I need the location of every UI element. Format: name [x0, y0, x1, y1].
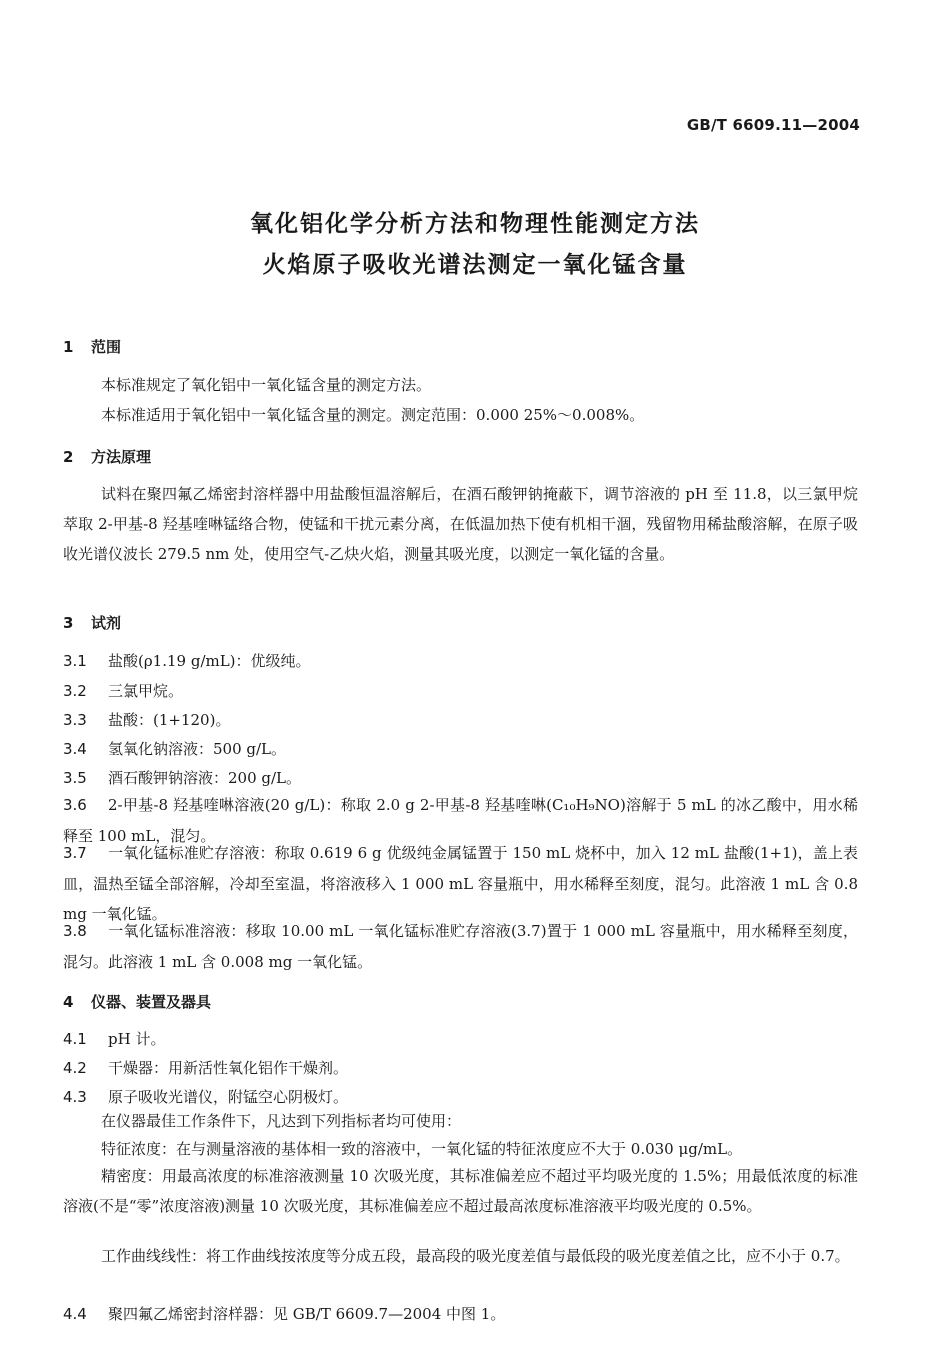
item-text: pH 计。: [108, 1030, 166, 1048]
item-text: 原子吸收光谱仪，附锰空心阴极灯。: [108, 1088, 349, 1106]
item-number: 3.2: [63, 682, 87, 700]
item-number: 3.5: [63, 769, 87, 787]
reagent-item: [63, 646, 858, 677]
item-number: 4.3: [63, 1088, 87, 1106]
item-text: 氢氧化钠溶液：500 g/L。: [108, 740, 287, 758]
item-text: 聚四氟乙烯密封溶样器：见 GB/T 6609.7—2004 中图 1。: [108, 1305, 506, 1323]
item-number: 4.4: [63, 1305, 87, 1323]
section-number: 3: [63, 614, 74, 632]
item-number: 3.6: [63, 796, 87, 814]
section-2-heading: [63, 446, 151, 467]
standard-code: GB/T 6609.11—2004: [686, 116, 860, 134]
item-text: 三氯甲烷。: [108, 682, 184, 700]
condition-paragraph: 在仪器最佳工作条件下，凡达到下列指标者均可使用：: [101, 1112, 462, 1130]
title-line-1: 氧化铝化学分析方法和物理性能测定方法: [250, 211, 700, 237]
item-number: 3.1: [63, 652, 87, 670]
section-1-heading: [63, 336, 121, 357]
section-3-heading: [63, 612, 121, 633]
section-4-heading: [63, 991, 211, 1012]
section-2-paragraph: 试料在聚四氟乙烯密封溶样器中用盐酸恒温溶解后，在酒石酸钾钠掩蔽下，调节溶液的 pH 至 11.8，以三氯甲烷萃取 2-甲基-8 羟基喹啉锰络合物，使锰和干扰元素分离，在低温加热下使有机相干涸，残留物用稀盐酸溶解，在原子吸收光谱仪波长 279.5 nm 处，使用空气-乙炔火焰，测量其吸光度，以测定一氧化锰的含量。: [63, 485, 858, 563]
reagent-item: [63, 734, 858, 765]
apparatus-item: [63, 1299, 858, 1330]
section-title: 方法原理: [91, 448, 152, 466]
item-text: 2-甲基-8 羟基喹啉溶液(20 g/L)：称取 2.0 g 2-甲基-8 羟基喹啉(C₁₀H₉NO)溶解于 5 mL 的冰乙酸中，用水稀释至 100 mL，混匀。: [63, 796, 858, 845]
apparatus-item: [63, 1024, 858, 1055]
section-1-paragraph-2: 本标准适用于氧化铝中一氧化锰含量的测定。测定范围：0.000 25%～0.008%。: [101, 406, 645, 424]
item-number: 4.1: [63, 1030, 87, 1048]
item-text: 酒石酸钾钠溶液：200 g/L。: [108, 769, 302, 787]
item-number: 3.8: [63, 922, 87, 940]
item-number: 3.7: [63, 844, 87, 862]
item-text: 干燥器：用新活性氧化铝作干燥剂。: [108, 1059, 349, 1077]
item-number: 4.2: [63, 1059, 87, 1077]
section-1-paragraph-1: 本标准规定了氧化铝中一氧化锰含量的测定方法。: [101, 376, 432, 394]
item-text: 盐酸：(1+120)。: [108, 711, 231, 729]
item-number: 3.3: [63, 711, 87, 729]
section-title: 范围: [91, 338, 122, 356]
reagent-item: [63, 916, 858, 977]
precision-paragraph: 精密度：用最高浓度的标准溶液测量 10 次吸光度，其标准偏差应不超过平均吸光度的 1.5%；用最低浓度的标准溶液(不是“零”浓度溶液)测量 10 次吸光度，其标准偏差应不超过最高浓度标准溶液平均吸光度的 0.5%。: [63, 1167, 858, 1215]
reagent-item: [63, 763, 858, 794]
section-title: 仪器、装置及器具: [91, 993, 212, 1011]
item-number: 3.4: [63, 740, 87, 758]
item-text: 一氧化锰标准溶液：移取 10.00 mL 一氧化锰标准贮存溶液(3.7)置于 1 000 mL 容量瓶中，用水稀释至刻度，混匀。此溶液 1 mL 含 0.008 mg 一氧化锰。: [63, 922, 858, 971]
section-number: 1: [63, 338, 74, 356]
reagent-item: [63, 705, 858, 736]
section-number: 2: [63, 448, 74, 466]
section-number: 4: [63, 993, 74, 1011]
item-text: 一氧化锰标准贮存溶液：称取 0.619 6 g 优级纯金属锰置于 150 mL 烧杯中，加入 12 mL 盐酸(1+1)，盖上表皿，温热至锰全部溶解，冷却至室温，将溶液移入 1 000 mL 容量瓶中，用水稀释至刻度，混匀。此溶液 1 mL 含 0.8 mg 一氧化锰。: [63, 844, 858, 923]
linearity-paragraph: 工作曲线线性：将工作曲线按浓度等分成五段，最高段的吸光度差值与最低段的吸光度差值之比，应不小于 0.7。: [101, 1247, 850, 1265]
characteristic-concentration-paragraph: 特征浓度：在与测量溶液的基体相一致的溶液中，一氧化锰的特征浓度应不大于 0.030 μg/mL。: [101, 1140, 743, 1158]
title-line-2: 火焰原子吸收光谱法测定一氧化锰含量: [262, 252, 688, 278]
item-text: 盐酸(ρ1.19 g/mL)：优级纯。: [108, 652, 311, 670]
reagent-item: [63, 676, 858, 707]
section-title: 试剂: [91, 614, 122, 632]
apparatus-item: [63, 1053, 858, 1084]
